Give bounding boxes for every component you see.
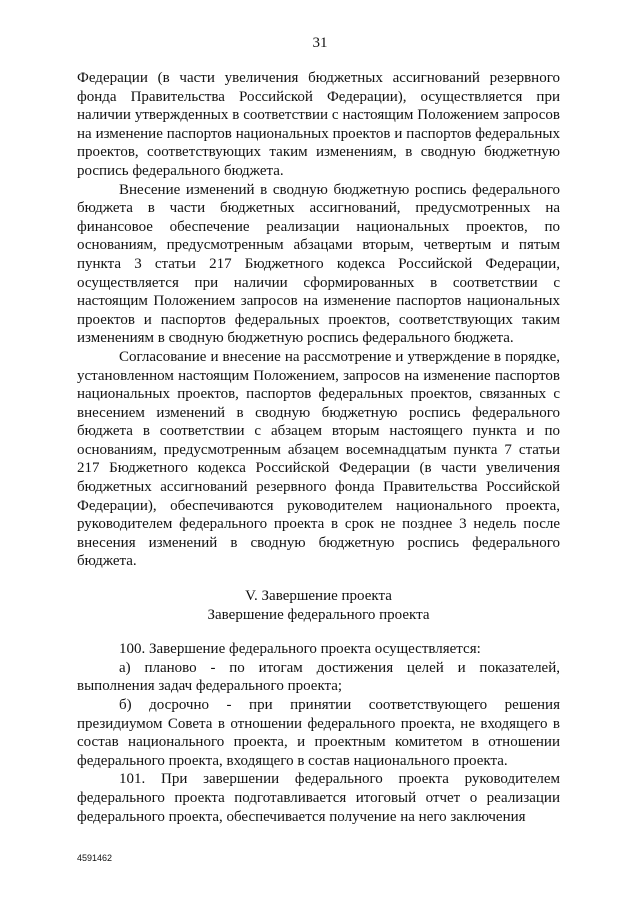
section-subtitle: Завершение федерального проекта (207, 606, 430, 623)
clause-100-b: б) досрочно - при принятии соответствующего решения президиумом Совета в отношении федерального проекта, не входящего в состав национального проекта, и проектным комитетом в отношении федерального проекта, входящего в состав национального проекта. (77, 697, 560, 769)
page-number: 31 (312, 35, 328, 51)
clause-100: 100. Завершение федерального проекта осуществляется: (119, 641, 481, 658)
section-title: V. Завершение проекта (245, 588, 392, 605)
clause-100-a: а) планово - по итогам достижения целей и показателей, выполнения задач федерального проекта; (77, 659, 560, 695)
paragraph-continuation: Федерации (в части увеличения бюджетных ассигнований резервного фонда Правительства Российской Федерации), осуществляется при наличии утвержденных в соответствии с настоящим Положением запросов на изменение паспортов национальных проектов и паспортов федеральных проектов, соответствующих таким изменениям, в сводную бюджетную роспись федерального бюджета. (77, 70, 560, 179)
document-body (77, 69, 560, 826)
document-code: 4591462 (77, 853, 113, 863)
clause-101: 101. При завершении федерального проекта руководителем федерального проекта подготавливается итоговый отчет о реализации федерального проекта, обеспечивается получение на него заключения (77, 771, 560, 825)
section-heading (77, 587, 560, 624)
paragraph-approval: Согласование и внесение на рассмотрение и утверждение в порядке, установленном настоящим Положением, запросов на изменение паспортов национальных проектов, паспортов федеральных проектов, связанных с внесением изменений в сводную бюджетную роспись федерального бюджета в соответствии с абзацем вторым настоящего пункта и по основаниям, предусмотренным абзацем восемнадцатым пункта 7 статьи 217 Бюджетного кодекса Российской Федерации (в части увеличения бюджетных ассигнований резервного фонда Правительства Российской Федерации), обеспечиваются руководителем национального проекта, руководителем федерального проекта в срок не позднее 3 недель после внесения изменений в сводную бюджетную роспись федерального бюджета. (77, 348, 560, 570)
paragraph-budget-changes: Внесение изменений в сводную бюджетную роспись федерального бюджета в части бюджетных ассигнований, предусмотренных на финансовое обеспечение реализации национальных проектов, по основаниям, предусмотренным абзацами вторым, четвертым и пятым пункта 3 статьи 217 Бюджетного кодекса Российской Федерации, осуществляется при наличии сформированных в соответствии с настоящим Положением запросов на изменение паспортов национальных проектов и паспортов федеральных проектов, соответствующих таким изменениям в сводную бюджетную роспись федерального бюджета. (77, 181, 560, 347)
